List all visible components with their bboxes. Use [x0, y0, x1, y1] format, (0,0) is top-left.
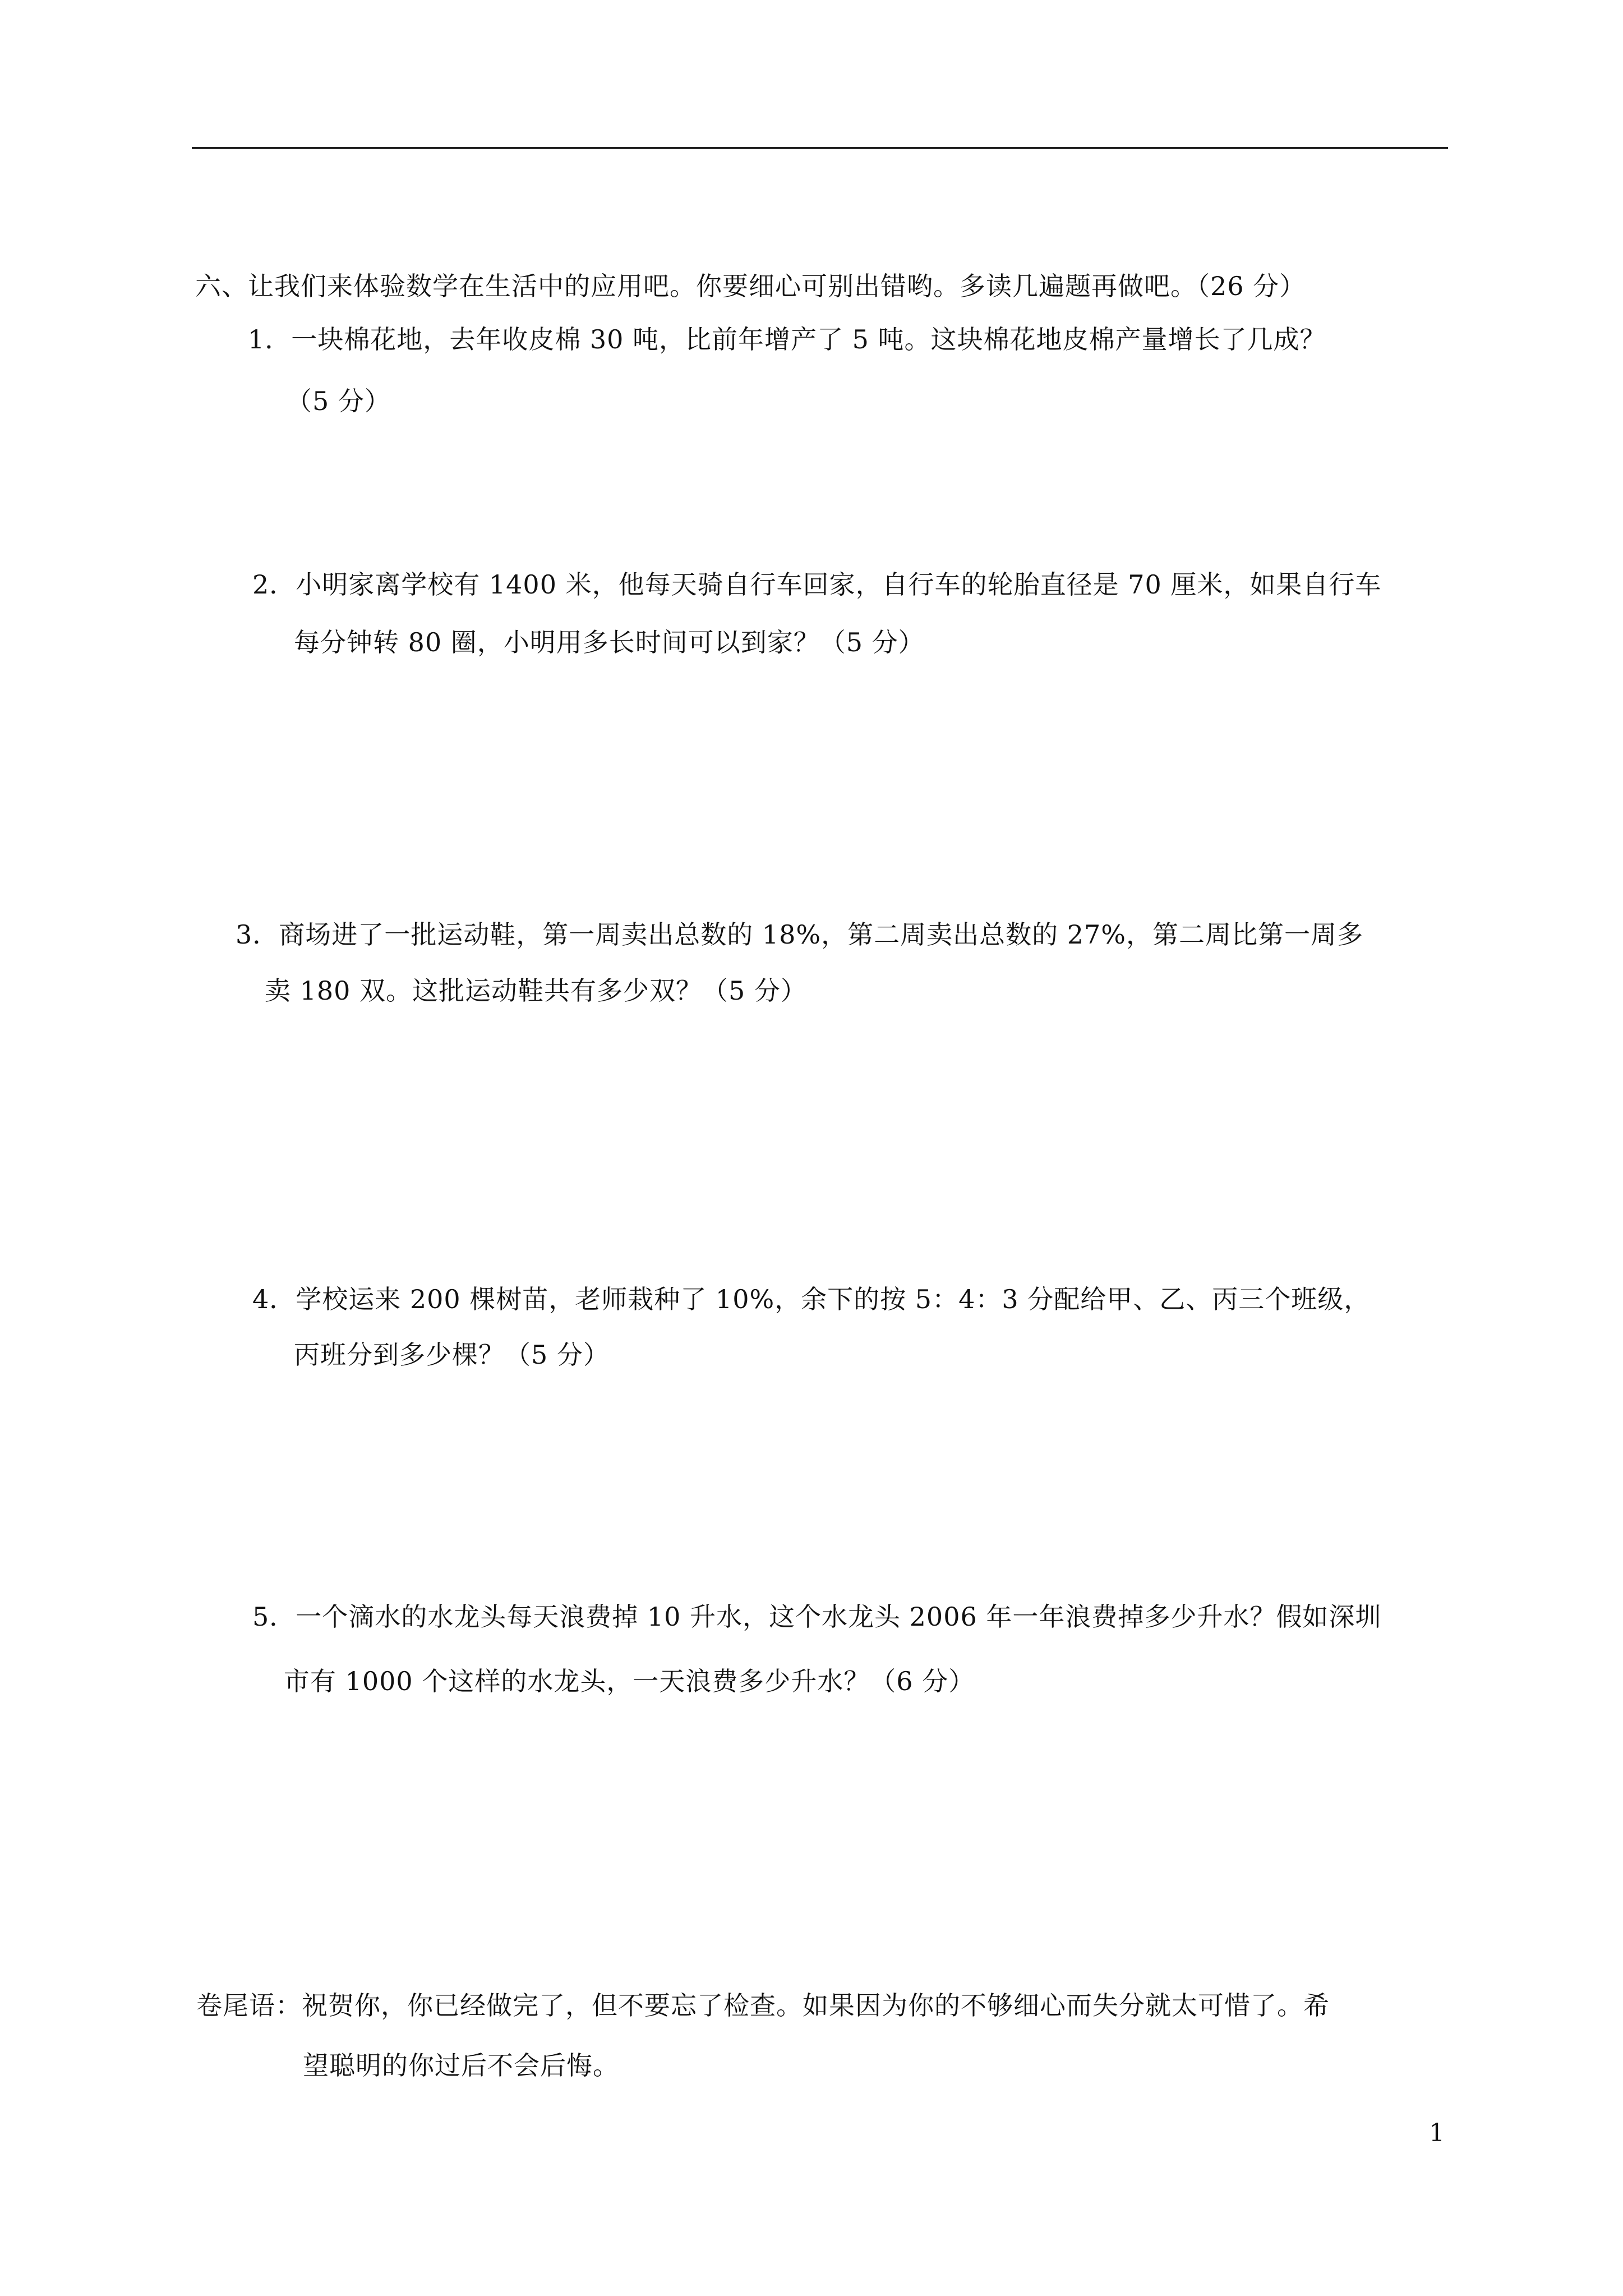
page-number: 1 — [1429, 2119, 1445, 2147]
closing-line-1: 卷尾语：祝贺你，你已经做完了，但不要忘了检查。如果因为你的不够细心而失分就太可惜了。希 — [196, 1990, 1330, 2021]
question-2-line-2: 每分钟转 80 圈，小明用多长时间可以到家？（5 分） — [294, 627, 925, 657]
question-4-line-2: 丙班分到多少棵？（5 分） — [294, 1340, 610, 1370]
header-rule — [192, 147, 1448, 149]
question-3-line-1: 3．商场进了一批运动鞋，第一周卖出总数的 18%，第二周卖出总数的 27%，第二周比第一周多 — [236, 919, 1363, 950]
question-5-line-2: 市有 1000 个这样的水龙头，一天浪费多少升水？（6 分） — [284, 1666, 975, 1696]
question-2-line-1: 2．小明家离学校有 1400 米，他每天骑自行车回家，自行车的轮胎直径是 70 厘米，如果自行车 — [252, 569, 1382, 600]
question-4-line-1: 4．学校运来 200 棵树苗，老师栽种了 10%，余下的按 5：4：3 分配给甲、乙、丙三个班级， — [252, 1284, 1371, 1314]
question-1-line-2: （5 分） — [286, 386, 391, 416]
section-heading: 六、让我们来体验数学在生活中的应用吧。你要细心可别出错哟。多读几遍题再做吧。（26 分） — [195, 271, 1306, 301]
question-1-line-1: 1．一块棉花地，去年收皮棉 30 吨，比前年增产了 5 吨。这块棉花地皮棉产量增长了几成？ — [248, 324, 1326, 355]
question-5-line-1: 5．一个滴水的水龙头每天浪费掉 10 升水，这个水龙头 2006 年一年浪费掉多少升水？假如深圳 — [252, 1602, 1382, 1632]
closing-line-2: 望聪明的你过后不会后悔。 — [303, 2050, 619, 2081]
question-3-line-2: 卖 180 双。这批运动鞋共有多少双？（5 分） — [265, 976, 807, 1006]
